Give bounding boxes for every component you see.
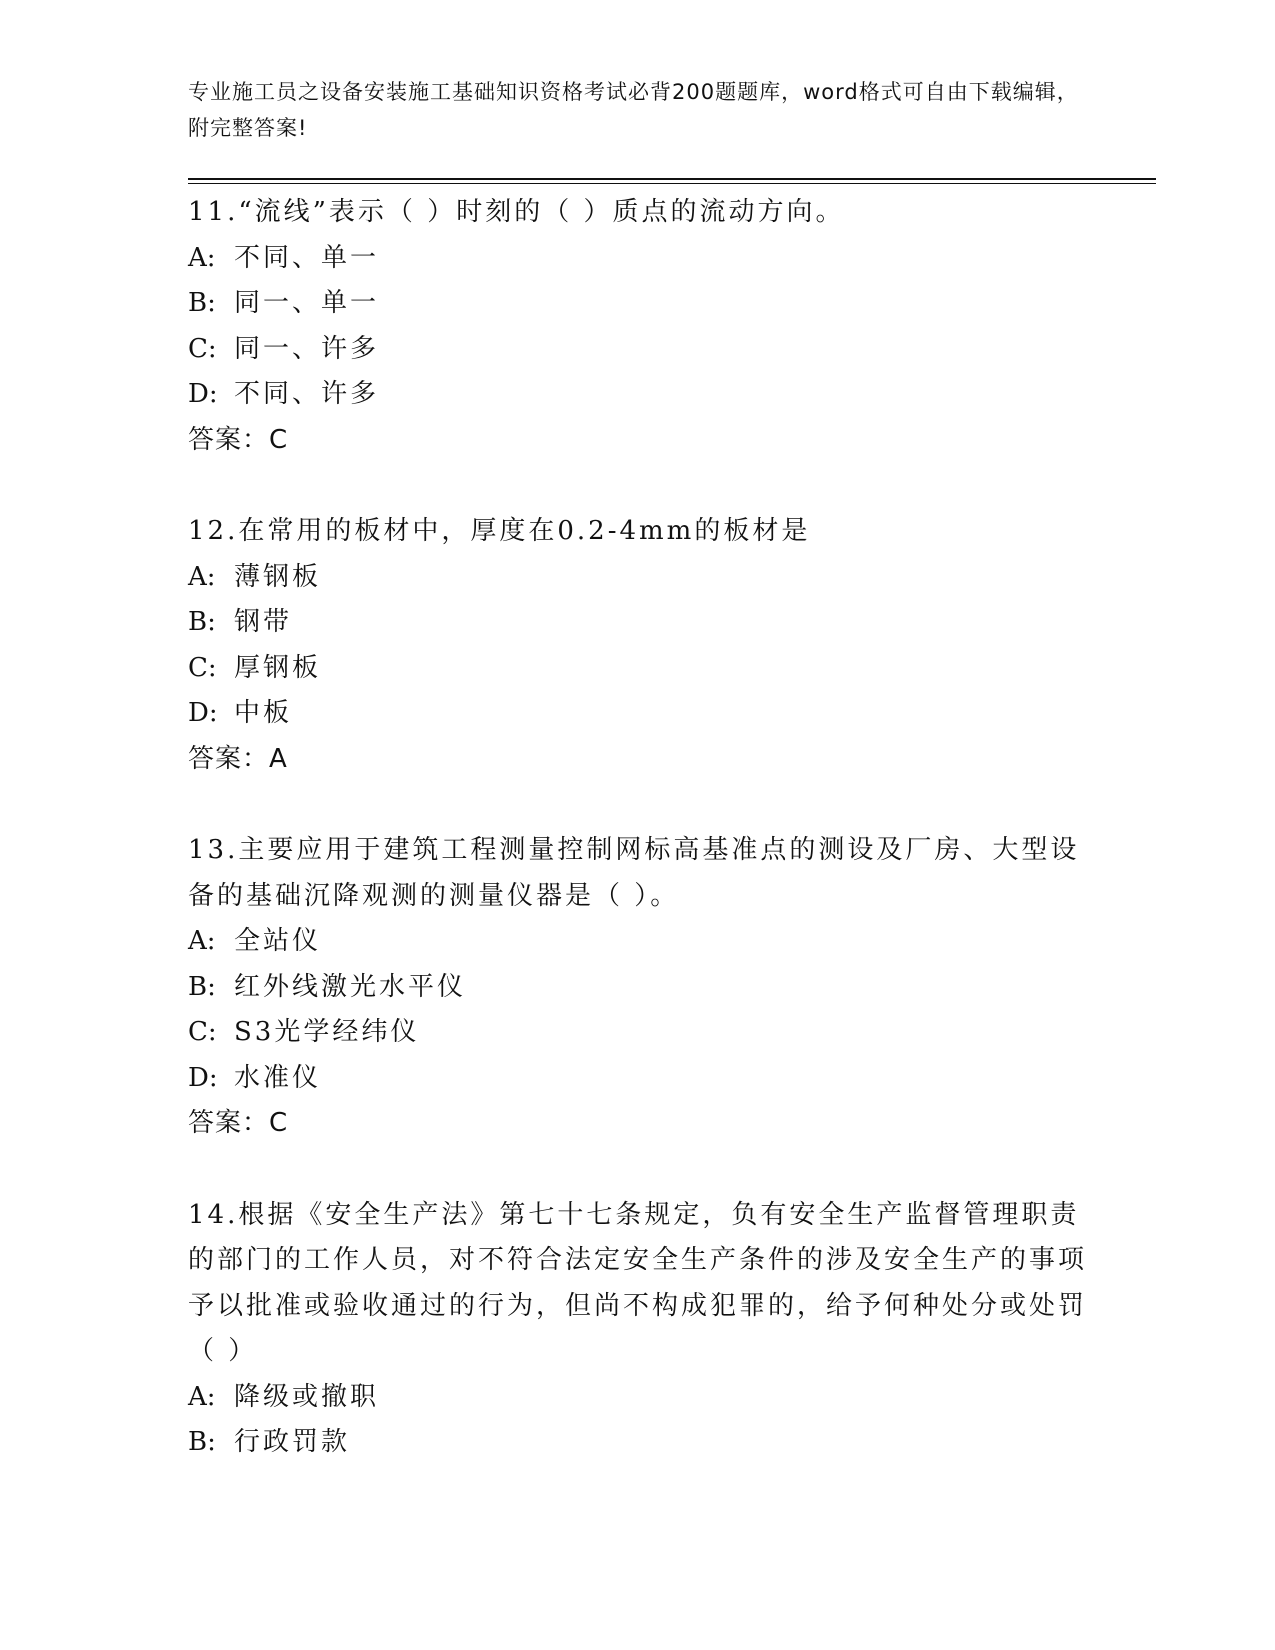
option-b <box>188 600 1088 646</box>
option-key: B: <box>188 288 216 318</box>
question-list <box>188 190 1088 1512</box>
option-key: A: <box>188 242 216 273</box>
option-key: B: <box>188 971 216 1002</box>
answer-line: 答案：C <box>188 1108 289 1138</box>
option-text: 降级或撤职 <box>234 1381 380 1412</box>
option-key: A: <box>188 561 216 592</box>
option-key: D: <box>188 379 218 409</box>
option-c <box>188 327 1088 373</box>
question-stem: 13.主要应用于建筑工程测量控制网标高基准点的测设及厂房、大型设备的基础沉降观测的测量仪器是（ ）。 <box>188 835 1080 911</box>
option-text: 全站仪 <box>234 926 322 956</box>
option-a <box>188 555 1088 601</box>
question-stem: 11.“流线”表示（ ）时刻的（ ）质点的流动方向。 <box>188 197 845 227</box>
option-key: A: <box>188 926 216 956</box>
question-stem: 12.在常用的板材中，厚度在0.2-4mm的板材是 <box>188 516 811 546</box>
option-text: 水准仪 <box>234 1062 322 1093</box>
option-a <box>188 236 1088 282</box>
option-b <box>188 1420 1088 1466</box>
option-text: 钢带 <box>234 607 293 637</box>
question-stem: 14.根据《安全生产法》第七十七条规定，负有安全生产监督管理职责的部门的工作人员，对不符合法定安全生产条件的涉及安全生产的事项予以批准或验收通过的行为，但尚不构成犯罪的，给予何种处分或处罚（ ） <box>188 1199 1088 1366</box>
option-key: D: <box>188 1062 218 1093</box>
question-item <box>188 190 1088 463</box>
option-c <box>188 1010 1088 1056</box>
option-key: B: <box>188 1427 216 1457</box>
option-text: 不同、许多 <box>234 379 380 409</box>
option-text: 薄钢板 <box>234 561 322 592</box>
option-b <box>188 281 1088 327</box>
answer-line: 答案：C <box>188 424 289 455</box>
document-header: 专业施工员之设备安装施工基础知识资格考试必背200题题库，word格式可自由下载编辑，附完整答案! <box>188 80 1079 140</box>
question-item <box>188 509 1088 782</box>
option-d <box>188 691 1088 737</box>
option-key: A: <box>188 1381 216 1412</box>
option-a <box>188 919 1088 965</box>
option-text: 红外线激光水平仪 <box>234 971 467 1002</box>
option-text: 行政罚款 <box>234 1427 351 1457</box>
question-item <box>188 1193 1088 1466</box>
option-key: C: <box>188 652 217 683</box>
option-text: 中板 <box>234 698 293 728</box>
option-d <box>188 372 1088 418</box>
option-key: B: <box>188 607 216 637</box>
option-c <box>188 646 1088 692</box>
question-item <box>188 828 1088 1147</box>
option-text: 厚钢板 <box>234 652 322 683</box>
option-text: 不同、单一 <box>234 242 380 273</box>
header-divider-thin <box>188 183 1156 184</box>
option-a <box>188 1375 1088 1421</box>
option-text: S3光学经纬仪 <box>234 1017 420 1047</box>
option-text: 同一、单一 <box>234 288 380 318</box>
option-key: C: <box>188 1017 217 1047</box>
header-divider-thick <box>188 178 1156 180</box>
option-key: C: <box>188 333 217 364</box>
option-b <box>188 965 1088 1011</box>
option-text: 同一、许多 <box>234 333 380 364</box>
answer-line: 答案：A <box>188 743 288 774</box>
option-key: D: <box>188 698 218 728</box>
option-d <box>188 1056 1088 1102</box>
